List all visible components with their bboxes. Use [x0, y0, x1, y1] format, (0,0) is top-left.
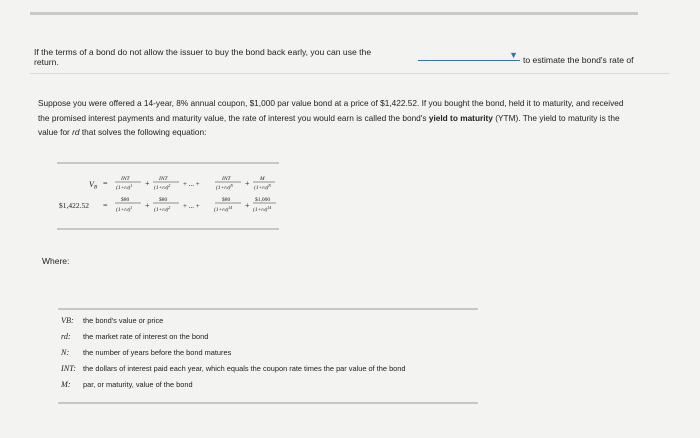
question-text-after: to estimate the bond's rate of — [523, 55, 634, 65]
definition-text: par, or maturity, value of the bond — [83, 380, 193, 389]
definition-text: the number of years before the bond matures — [83, 348, 232, 357]
eq-row1-term2 — [153, 176, 179, 191]
top-divider — [30, 12, 638, 15]
definition-row — [61, 348, 231, 357]
eq-row2-term3 — [214, 196, 241, 213]
definition-row — [61, 364, 406, 373]
eq-row1-equals: = — [103, 179, 108, 188]
paragraph-part3: that solves the following equation: — [79, 127, 207, 137]
definition-symbol: M: — [61, 380, 71, 389]
eq-row1-ellipsis: + ... + — [183, 180, 200, 188]
question-text-line2: return. — [34, 57, 59, 67]
definitions-top-rule — [58, 308, 478, 310]
definition-text: the bond's value or price — [83, 316, 164, 325]
definition-row — [61, 332, 208, 341]
section-divider — [30, 73, 670, 74]
equation-graphic — [57, 168, 279, 226]
svg-text:(1+rd)14: $(1+rd)^{14}$ — [214, 205, 233, 213]
svg-text:(1+rd)1: $(1+rd)^1$ — [116, 183, 133, 191]
svg-text:(1+rd)N: $(1+rd)^N$ — [254, 183, 271, 191]
svg-text:(1+rd)1: $(1+rd)^1$ — [116, 205, 133, 213]
eq-row1-term4 — [253, 176, 275, 191]
eq-row2-term4 — [253, 196, 276, 213]
svg-text:(1+rd)2: $(1+rd)^2$ — [154, 183, 171, 191]
definitions-bottom-rule — [58, 402, 478, 404]
svg-text:$80: $80 — [222, 197, 231, 203]
svg-text:(1+rd)2: $(1+rd)^2$ — [154, 205, 171, 213]
where-label: Where: — [42, 256, 70, 266]
eq-row1-lhs: VB — [89, 180, 98, 191]
definition-text: the market rate of interest on the bond — [83, 332, 209, 341]
eq-row1-term1 — [115, 176, 141, 191]
svg-text:INT: INT — [222, 176, 231, 182]
definition-symbol: rd: — [61, 332, 71, 341]
equation-top-rule — [57, 162, 279, 164]
equation-bottom-rule — [57, 228, 279, 230]
equation-box — [57, 162, 279, 232]
definition-text: the dollars of interest paid each year, which equals the coupon rate times the par value of the bond — [83, 364, 406, 373]
eq-row2-plus2: + — [245, 201, 250, 210]
answer-dropdown[interactable] — [418, 48, 520, 61]
eq-row2-ellipsis: + ... + — [183, 202, 200, 210]
definitions-box — [58, 294, 478, 404]
definition-row — [61, 316, 163, 325]
svg-text:$80: $80 — [159, 197, 168, 203]
paragraph-part2: (YTM). The yield to maturity is the value for — [38, 112, 620, 137]
eq-row2-plus1: + — [145, 201, 150, 210]
eq-row2-equals: = — [103, 201, 108, 210]
svg-text:INT: INT — [159, 176, 168, 182]
question-text-before: If the terms of a bond do not allow the issuer to buy the bond back early, you can use the — [34, 47, 372, 57]
svg-text:(1+rd)14: $(1+rd)^{14}$ — [253, 205, 272, 213]
svg-text:$1,000: $1,000 — [255, 197, 271, 203]
eq-row2-lhs: $1,422.52 — [59, 201, 89, 210]
svg-text:$80: $80 — [121, 197, 130, 203]
eq-row1-plus2: + — [245, 179, 250, 188]
paragraph-part1: Suppose you were offered a 14-year, 8% annual coupon, $1,000 par value bond at a price of $1,422.52. If you bought the bond, held it to maturity, and received the promised interest payments and maturity value, the rate of interest you would earn is called the bond's — [38, 98, 624, 123]
caret-down-icon: ▼ — [509, 50, 518, 60]
eq-row2-term2 — [153, 196, 179, 213]
eq-row1-term3 — [215, 176, 241, 191]
eq-row1-plus1: + — [145, 179, 150, 188]
explanation-paragraph — [38, 96, 628, 140]
definition-symbol: VB: — [61, 316, 74, 325]
svg-text:INT: INT — [121, 176, 130, 182]
definition-symbol: N: — [61, 348, 70, 357]
eq-row2-term1 — [115, 196, 141, 213]
svg-text:M: M — [260, 176, 265, 182]
svg-text:(1+rd)N: $(1+rd)^N$ — [216, 183, 233, 191]
definition-symbol: INT: — [61, 364, 77, 373]
paragraph-bold-term: yield to maturity — [428, 112, 493, 123]
definition-row — [61, 380, 193, 389]
paragraph-variable: rd — [72, 127, 80, 137]
